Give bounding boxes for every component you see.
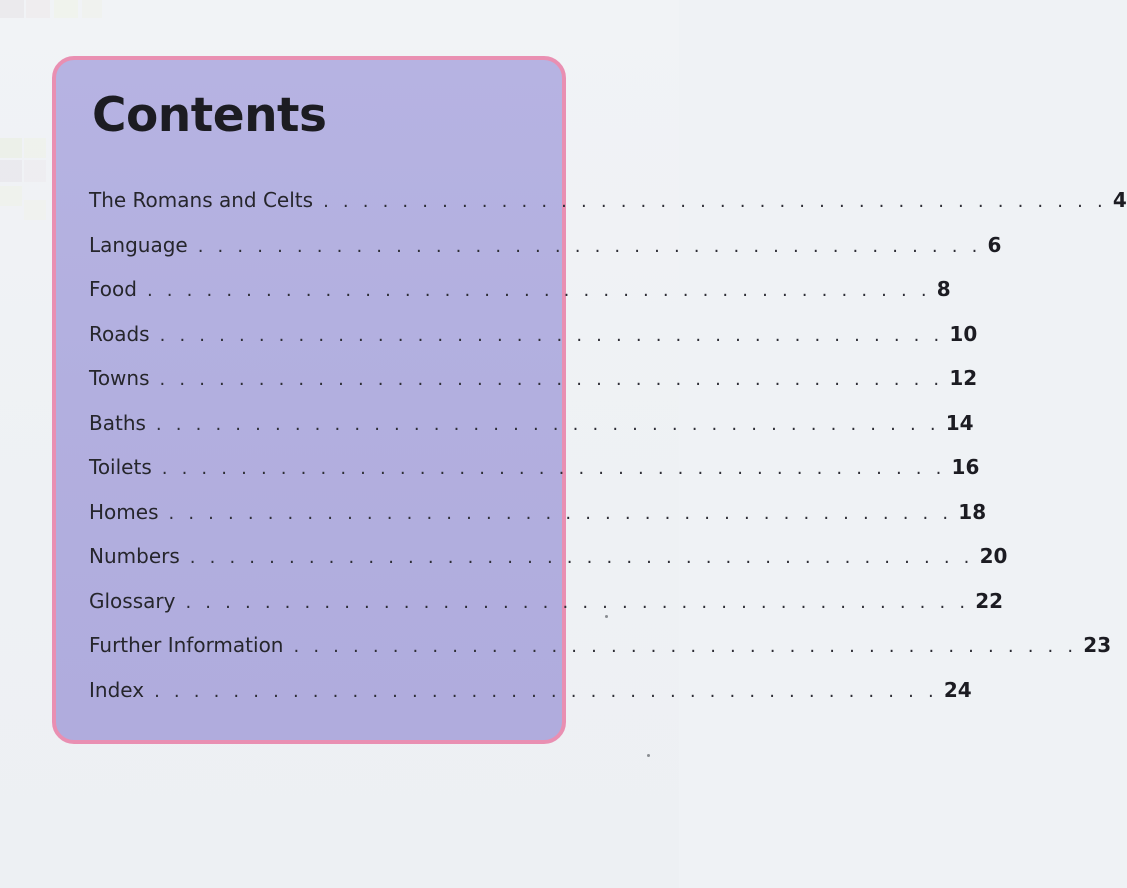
decorative-square bbox=[24, 200, 46, 220]
toc-entry-page-number: 20 bbox=[979, 544, 1008, 568]
toc-entry-title: Food bbox=[89, 277, 137, 301]
toc-entry-title: Roads bbox=[89, 321, 150, 346]
toc-entry-title: Index bbox=[89, 677, 145, 702]
dot-leader: . . . . . . . . . . . . . . . . . . . . . . . . . . . . . . . . . . . . . . . . bbox=[146, 280, 931, 301]
toc-entry-title: Toilets bbox=[89, 455, 152, 479]
toc-entry-homes[interactable] bbox=[89, 499, 987, 545]
dot-leader: . . . . . . . . . . . . . . . . . . . . . . . . . . . . . . . . . . . . . . . . bbox=[154, 680, 938, 702]
dot-leader: . . . . . . . . . . . . . . . . . . . . . . . . . . . . . . . . . . . . . . . . bbox=[323, 191, 1107, 212]
decorative-square bbox=[24, 160, 46, 182]
toc-entry-towns[interactable] bbox=[89, 366, 978, 411]
toc-entry-page-number: 12 bbox=[949, 366, 978, 390]
toc-entry-roads[interactable] bbox=[89, 321, 978, 367]
toc-entry-food[interactable] bbox=[89, 277, 951, 322]
toc-entry-further-information[interactable] bbox=[89, 633, 1112, 678]
toc-entry-page-number: 14 bbox=[945, 410, 974, 435]
toc-entry-page-number: 24 bbox=[943, 677, 972, 702]
toc-entry-title: Homes bbox=[89, 499, 159, 524]
decorative-square bbox=[0, 0, 24, 18]
toc-entry-page-number: 10 bbox=[949, 321, 978, 346]
toc-entry-numbers[interactable] bbox=[89, 544, 1008, 589]
toc-entry-title: Glossary bbox=[89, 588, 176, 613]
toc-entry-title: Towns bbox=[89, 366, 150, 390]
toc-entry-index[interactable] bbox=[89, 677, 972, 723]
toc-entry-page-number: 6 bbox=[987, 232, 1002, 257]
toc-entry-title: Language bbox=[89, 232, 188, 257]
dot-leader: . . . . . . . . . . . . . . . . . . . . . . . . . . . . . . . . . . . . . . . . bbox=[189, 547, 974, 568]
toc-entry-glossary[interactable] bbox=[89, 588, 1004, 634]
page-title: Contents bbox=[92, 88, 327, 143]
table-of-contents bbox=[89, 188, 1127, 722]
paper-speck bbox=[605, 615, 608, 618]
toc-entry-page-number: 16 bbox=[951, 455, 980, 479]
decorative-square bbox=[0, 160, 22, 182]
dot-leader: . . . . . . . . . . . . . . . . . . . . . . . . . . . . . . . . . . . . . . . . bbox=[185, 591, 970, 613]
toc-entry-the-romans-and-celts[interactable] bbox=[89, 188, 1127, 233]
decorative-square bbox=[24, 138, 46, 158]
dot-leader: . . . . . . . . . . . . . . . . . . . . . . . . . . . . . . . . . . . . . . . . bbox=[159, 324, 944, 346]
dot-leader: . . . . . . . . . . . . . . . . . . . . . . . . . . . . . . . . . . . . . . . . bbox=[197, 235, 982, 257]
toc-entry-page-number: 4 bbox=[1112, 188, 1127, 212]
toc-entry-title: Further Information bbox=[89, 633, 284, 657]
contents-panel bbox=[52, 56, 1127, 744]
toc-entry-page-number: 8 bbox=[936, 277, 951, 301]
toc-entry-page-number: 18 bbox=[958, 499, 987, 524]
toc-entry-title: The Romans and Celts bbox=[89, 188, 314, 212]
decorative-square bbox=[0, 186, 22, 206]
dot-leader: . . . . . . . . . . . . . . . . . . . . . . . . . . . . . . . . . . . . . . . . bbox=[155, 413, 940, 435]
toc-entry-toilets[interactable] bbox=[89, 455, 980, 500]
toc-entry-page-number: 22 bbox=[975, 588, 1004, 613]
dot-leader: . . . . . . . . . . . . . . . . . . . . . . . . . . . . . . . . . . . . . . . . bbox=[168, 502, 953, 524]
toc-entry-title: Numbers bbox=[89, 544, 180, 568]
toc-entry-page-number: 23 bbox=[1083, 633, 1112, 657]
decorative-square bbox=[26, 0, 50, 18]
decorative-square bbox=[0, 138, 22, 158]
toc-entry-baths[interactable] bbox=[89, 410, 974, 456]
paper-speck bbox=[647, 754, 650, 757]
dot-leader: . . . . . . . . . . . . . . . . . . . . . . . . . . . . . . . . . . . . . . . . bbox=[161, 458, 946, 479]
dot-leader: . . . . . . . . . . . . . . . . . . . . . . . . . . . . . . . . . . . . . . . . bbox=[293, 636, 1078, 657]
decorative-square bbox=[54, 0, 78, 18]
dot-leader: . . . . . . . . . . . . . . . . . . . . . . . . . . . . . . . . . . . . . . . . bbox=[159, 369, 944, 390]
toc-entry-title: Baths bbox=[89, 410, 146, 435]
decorative-square bbox=[82, 0, 102, 18]
toc-entry-language[interactable] bbox=[89, 232, 1002, 278]
